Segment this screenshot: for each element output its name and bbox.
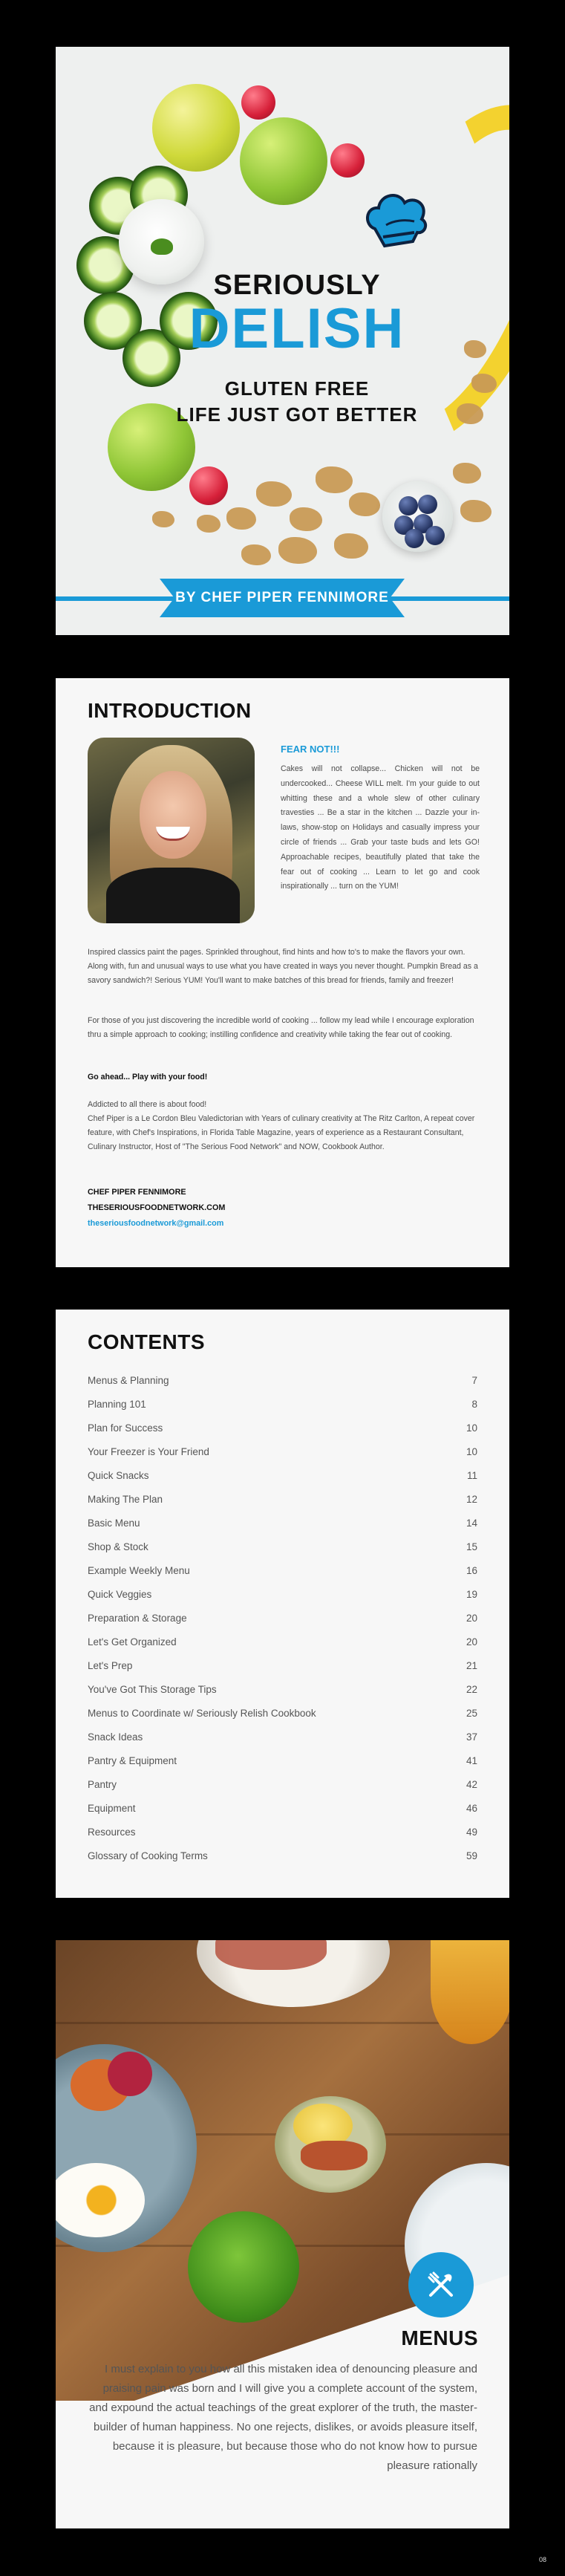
cereal-flake-image [278, 537, 317, 564]
toc-entry-title: Equipment [88, 1803, 136, 1814]
toc-entry-page: 49 [466, 1827, 477, 1838]
radish-image [330, 143, 365, 178]
toc-entry-page: 22 [466, 1684, 477, 1695]
toc-entry-page: 25 [466, 1708, 477, 1719]
signature-email-link[interactable]: theseriousfoodnetwork@gmail.com [88, 1219, 224, 1228]
intro-paragraph: Inspired classics paint the pages. Sprinkled throughout, find hints and how to's to make the flavors your own. Along with, fun and unusual ways to use what you have created in ways you never thought. Pumpkin Bread as a savory sandwich?! Serious YUM! You'll want to make batches of this bread for friends, family and freezer! [88, 948, 478, 985]
cereal-flake-image [256, 481, 292, 507]
intro-subheading: FEAR NOT!!! [281, 744, 340, 755]
toc-entry-title: Quick Snacks [88, 1470, 149, 1481]
author-photo [88, 738, 255, 923]
toc-entry[interactable] [88, 1470, 477, 1486]
toc-entry-title: Basic Menu [88, 1518, 140, 1529]
toc-entry-page: 21 [466, 1660, 477, 1671]
toc-entry[interactable] [88, 1684, 477, 1700]
toc-entry-page: 15 [466, 1541, 477, 1552]
toc-entry-title: Making The Plan [88, 1494, 163, 1505]
toc-entry-title: Quick Veggies [88, 1589, 152, 1600]
toc-entry-title: Snack Ideas [88, 1731, 143, 1743]
toc-entry-page: 7 [471, 1375, 477, 1386]
toc-entry[interactable] [88, 1755, 477, 1772]
intro-paragraph: For those of you just discovering the incredible world of cooking ... follow my lead while I encourage exploration thru a simple approach to cooking; instilling confidence and creativity while taking the fear out of cooking. [88, 1016, 474, 1039]
toc-entry-title: Resources [88, 1827, 136, 1838]
toc-entry[interactable] [88, 1660, 477, 1676]
toc-entry[interactable] [88, 1827, 477, 1843]
intro-paragraph: Addicted to all there is about food! Chef Piper is a Le Cordon Bleu Valedictorian with Years of culinary creativity at The Ritz Carlton, A repeat cover feature, with Chef's Inspirations, in Florida Table Magazine, years of experience as a Restaurant Consultant, Culinary Instructor, Host of "The Serious Food Network" and NOW, Cookbook Author. [88, 1100, 475, 1151]
menus-heading: MENUS [401, 2326, 478, 2349]
toc-entry-title: Let's Prep [88, 1660, 133, 1671]
intro-column-text: Cakes will not collapse... Chicken will not be undercooked... Cheese WILL melt. I'm your guide to out whitting these and a whole slew of other culinary travesties ... Be a star in the kitchen ... Dazzle your in-laws, show-stop on Holidays and casually impress your circle of friends ... Grab your taste buds and lets GO! Approachable recipes, beautifully plated that take the fear out of cooking ... Learn to let go and cook inspirationally ... turn on the YUM! [281, 764, 480, 891]
cereal-flake-image [453, 463, 481, 484]
toc-entry-page: 8 [471, 1399, 477, 1410]
toc-entry[interactable] [88, 1446, 477, 1463]
yellow-apple-image [152, 84, 240, 172]
toc-entry-page: 20 [466, 1613, 477, 1624]
green-juice-glass-image [188, 2211, 299, 2323]
toc-entry[interactable] [88, 1399, 477, 1415]
toc-entry-title: Preparation & Storage [88, 1613, 187, 1624]
signature-name: CHEF PIPER FENNIMORE [88, 1188, 186, 1197]
orange-juice-glass-image [431, 1940, 509, 2044]
cover-author: BY CHEF PIPER FENNIMORE [175, 590, 389, 605]
signature-website[interactable]: THESERIOUSFOODNETWORK.COM [88, 1203, 226, 1212]
toc-entry-page: 10 [466, 1446, 477, 1457]
page-number: 08 [539, 2556, 547, 2563]
cereal-flake-image [152, 511, 174, 527]
toc-entry-page: 12 [466, 1494, 477, 1505]
toc-entry-page: 41 [466, 1755, 477, 1766]
utensils-icon [425, 2268, 457, 2301]
toc-entry[interactable] [88, 1565, 477, 1581]
toc-entry[interactable] [88, 1731, 477, 1748]
toc-entry-page: 42 [466, 1779, 477, 1790]
toc-entry-title: Example Weekly Menu [88, 1565, 190, 1576]
toc-entry[interactable] [88, 1779, 477, 1795]
toc-entry-page: 11 [466, 1470, 477, 1481]
toc-entry-page: 37 [466, 1731, 477, 1743]
toc-entry[interactable] [88, 1850, 477, 1867]
cereal-flake-image [226, 507, 256, 530]
toc-entry[interactable] [88, 1613, 477, 1629]
toc-entry-title: Your Freezer is Your Friend [88, 1446, 209, 1457]
toc-entry-title: Let's Get Organized [88, 1636, 177, 1648]
intro-paragraph-bold: Go ahead... Play with your food! [88, 1073, 208, 1082]
toc-entry-page: 10 [466, 1422, 477, 1434]
radish-image [189, 466, 228, 505]
radish-image [241, 85, 275, 120]
toc-entry[interactable] [88, 1541, 477, 1558]
toc-entry-page: 46 [466, 1803, 477, 1814]
cereal-flake-image [471, 374, 497, 393]
cover-title-line1: SERIOUSLY [213, 270, 381, 301]
toc-entry[interactable] [88, 1422, 477, 1439]
toc-entry-page: 20 [466, 1636, 477, 1648]
blueberry-bowl-image [382, 481, 453, 552]
toc-entry[interactable] [88, 1708, 477, 1724]
cereal-flake-image [334, 533, 368, 559]
toc-entry[interactable] [88, 1375, 477, 1391]
toc-entry-title: Planning 101 [88, 1399, 146, 1410]
cover-page [56, 47, 509, 635]
cereal-flake-image [464, 340, 486, 358]
menus-page [56, 1940, 509, 2528]
toc-entry[interactable] [88, 1518, 477, 1534]
toc-entry-title: Pantry [88, 1779, 117, 1790]
cereal-flake-image [316, 466, 353, 493]
toc-entry-page: 16 [466, 1565, 477, 1576]
cereal-flake-image [241, 544, 271, 565]
cereal-flake-image [457, 403, 483, 424]
intro-heading: INTRODUCTION [88, 699, 252, 722]
herb-garnish-image [151, 238, 173, 255]
toc-entry-title: Shop & Stock [88, 1541, 148, 1552]
green-apple-image [240, 117, 327, 205]
introduction-page [56, 678, 509, 1267]
toc-entry[interactable] [88, 1636, 477, 1653]
toc-entry-title: Plan for Success [88, 1422, 163, 1434]
cereal-flake-image [197, 515, 221, 533]
cereal-flake-image [460, 500, 491, 522]
toc-entry-title: Menus to Coordinate w/ Seriously Relish Cookbook [88, 1708, 316, 1719]
cereal-flake-image [349, 492, 380, 516]
contents-heading: CONTENTS [88, 1330, 205, 1353]
toc-entry-page: 14 [466, 1518, 477, 1529]
toc-entry-title: You've Got This Storage Tips [88, 1684, 217, 1695]
toc-entry-title: Menus & Planning [88, 1375, 169, 1386]
menus-body-text: I must explain to you how all this mistaken idea of denouncing pleasure and praising pain was born and I will give you a complete account of the system, and expound the actual teachings of the great explorer of the truth, the master-builder of human happiness. No one rejects, dislikes, or avoids pleasure itself, because it is pleasure, but because those who do not know how to pursue pleasure rationally [89, 2363, 477, 2472]
toc-entry[interactable] [88, 1589, 477, 1605]
menu-badge [408, 2252, 474, 2318]
cover-title-line2: DELISH [189, 297, 405, 360]
cover-subtitle-line2: LIFE JUST GOT BETTER [176, 403, 418, 426]
contents-page [56, 1310, 509, 1898]
chef-hat-icon [364, 188, 431, 251]
toc-entry[interactable] [88, 1803, 477, 1819]
toc-entry[interactable] [88, 1494, 477, 1510]
toc-entry-page: 19 [466, 1589, 477, 1600]
cover-subtitle-line1: GLUTEN FREE [224, 377, 370, 400]
toc-entry-page: 59 [466, 1850, 477, 1861]
cereal-flake-image [290, 507, 322, 531]
toc-entry-title: Glossary of Cooking Terms [88, 1850, 208, 1861]
toc-entry-title: Pantry & Equipment [88, 1755, 177, 1766]
